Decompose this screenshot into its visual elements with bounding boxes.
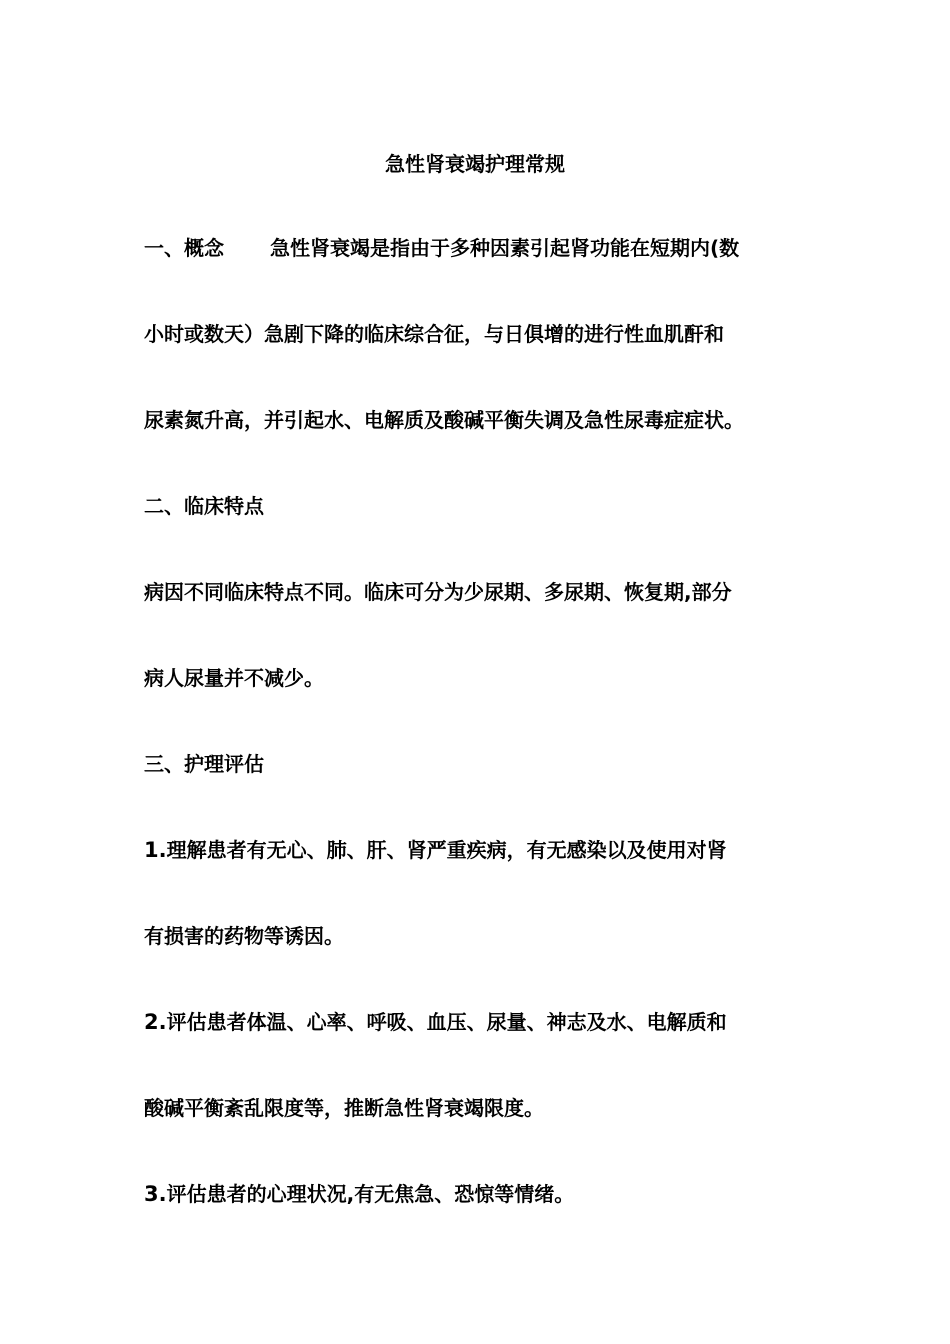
section2-heading: 二、临床特点 [144, 494, 264, 518]
section1-line-1: 急性肾衰竭是指由于多种因素引起肾功能在短期内(数 [270, 236, 740, 260]
section3-heading: 三、护理评估 [144, 752, 264, 776]
section1-first-line [144, 234, 824, 262]
item-3-line-1 [144, 1180, 824, 1208]
item-3-number: 3. [144, 1182, 167, 1206]
section1-line-2: 小时或数天）急剧下降的临床综合征，与日俱增的进行性血肌酐和 [144, 322, 724, 346]
document-title: 急性肾衰竭护理常规 [385, 152, 565, 176]
item-1-line-2: 有损害的药物等诱因。 [144, 924, 344, 948]
item-2-number: 2. [144, 1010, 167, 1034]
item-3-text-1: 评估患者的心理状况,有无焦急、恐惊等情绪。 [166, 1182, 575, 1206]
section1-line-3: 尿素氮升高，并引起水、电解质及酸碱平衡失调及急性尿毒症症状。 [144, 408, 744, 432]
item-2-line-2: 酸碱平衡紊乱限度等，推断急性肾衰竭限度。 [144, 1096, 544, 1120]
section2-line-2: 病人尿量并不减少。 [144, 666, 324, 690]
section2-line-1: 病因不同临床特点不同。临床可分为少尿期、多尿期、恢复期,部分 [144, 580, 732, 604]
item-1-text-1: 理解患者有无心、肺、肝、肾严重疾病，有无感染以及使用对肾 [166, 838, 727, 862]
item-1-number: 1. [144, 838, 167, 862]
section1-heading: 一、概念 [144, 236, 224, 260]
item-2-text-1: 评估患者体温、心率、呼吸、血压、尿量、神志及水、电解质和 [166, 1010, 727, 1034]
item-2-line-1 [144, 1008, 824, 1036]
item-1-line-1 [144, 836, 824, 864]
